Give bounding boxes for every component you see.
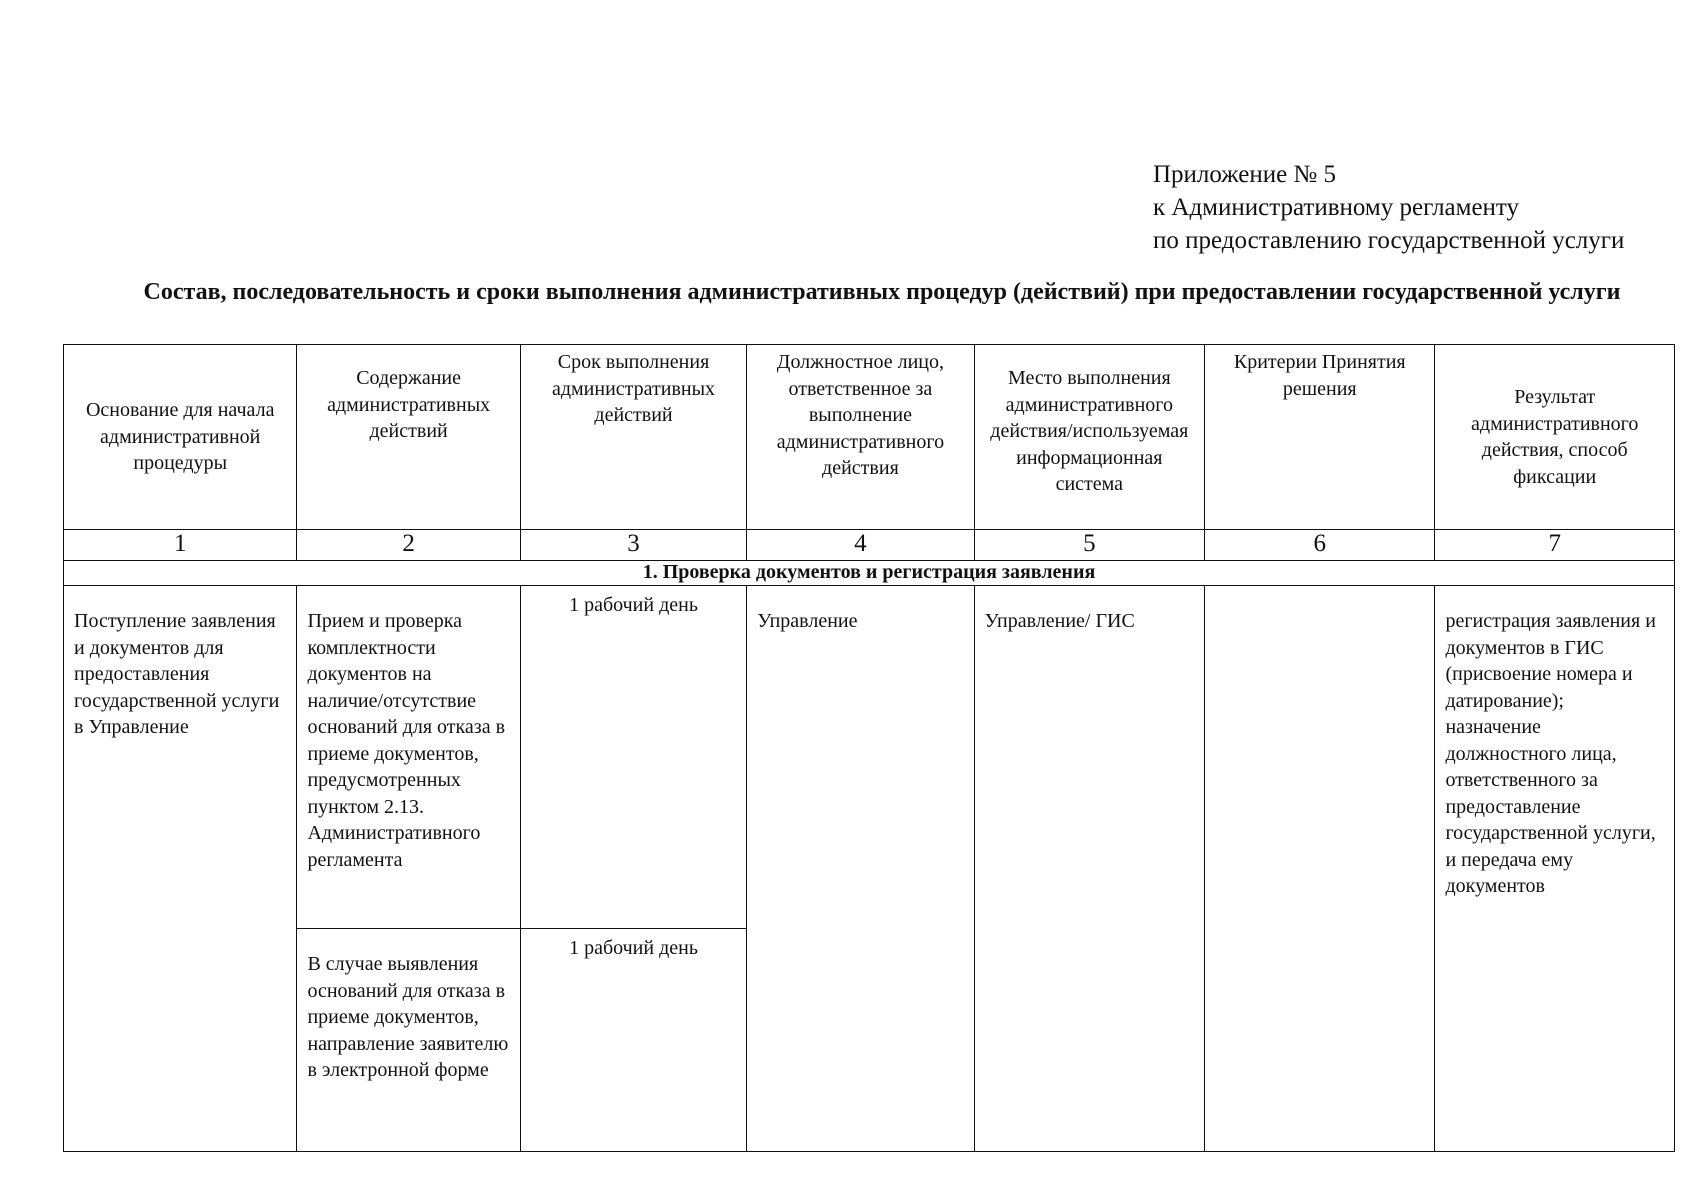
column-number: 5 (974, 530, 1204, 561)
header-row (64, 345, 1675, 530)
cell-basis: Поступление заявления и документов для предоставления государственной услуги в Управление (64, 586, 297, 1152)
appendix-line-regulation: к Административному регламенту (1153, 194, 1520, 221)
section-row (64, 561, 1675, 586)
header-place: Место выполнения административного действия/используемая информационная система (974, 345, 1204, 530)
appendix-block (1153, 158, 1624, 257)
section-title: 1. Проверка документов и регистрация заявления (64, 561, 1675, 586)
header-criteria: Критерии Принятия решения (1205, 345, 1435, 530)
cell-place: Управление/ ГИС (974, 586, 1204, 1152)
appendix-line-number: Приложение № 5 (1153, 161, 1337, 188)
procedures-table (63, 344, 1675, 1152)
table-row (64, 586, 1675, 929)
document-title: Состав, последовательность и сроки выполнения административных процедур (действий) при предоставлении государственной услуги (143, 279, 1621, 305)
column-number: 1 (64, 530, 297, 561)
header-term: Срок выполнения административных действий (520, 345, 746, 530)
cell-result: регистрация заявления и документов в ГИС (присвоение номера и датирование); назначение должностного лица, ответственного за предоставление государственной услуги, и передача ему документов (1435, 586, 1675, 1152)
cell-action: Прием и проверка комплектности документов на наличие/отсутствие оснований для отказа в приеме документов, предусмотренных пунктом 2.13. Административного регламента (297, 586, 520, 929)
cell-term: 1 рабочий день (520, 929, 746, 1152)
header-result: Результат административного действия, способ фиксации (1435, 345, 1675, 530)
column-number-row (64, 530, 1675, 561)
cell-criteria (1205, 586, 1435, 1152)
cell-term: 1 рабочий день (520, 586, 746, 929)
header-basis: Основание для начала административной процедуры (64, 345, 297, 530)
appendix-line-service: по предоставлению государственной услуги (1153, 227, 1625, 254)
header-official: Должностное лицо, ответственное за выполнение административного действия (747, 345, 974, 530)
header-action: Содержание административных действий (297, 345, 520, 530)
column-number: 4 (747, 530, 974, 561)
column-number: 6 (1205, 530, 1435, 561)
cell-action: В случае выявления оснований для отказа в приеме документов, направление заявителю в электронной форме (297, 929, 520, 1152)
column-number: 3 (520, 530, 746, 561)
column-number: 7 (1435, 530, 1675, 561)
cell-official: Управление (747, 586, 974, 1152)
column-number: 2 (297, 530, 520, 561)
